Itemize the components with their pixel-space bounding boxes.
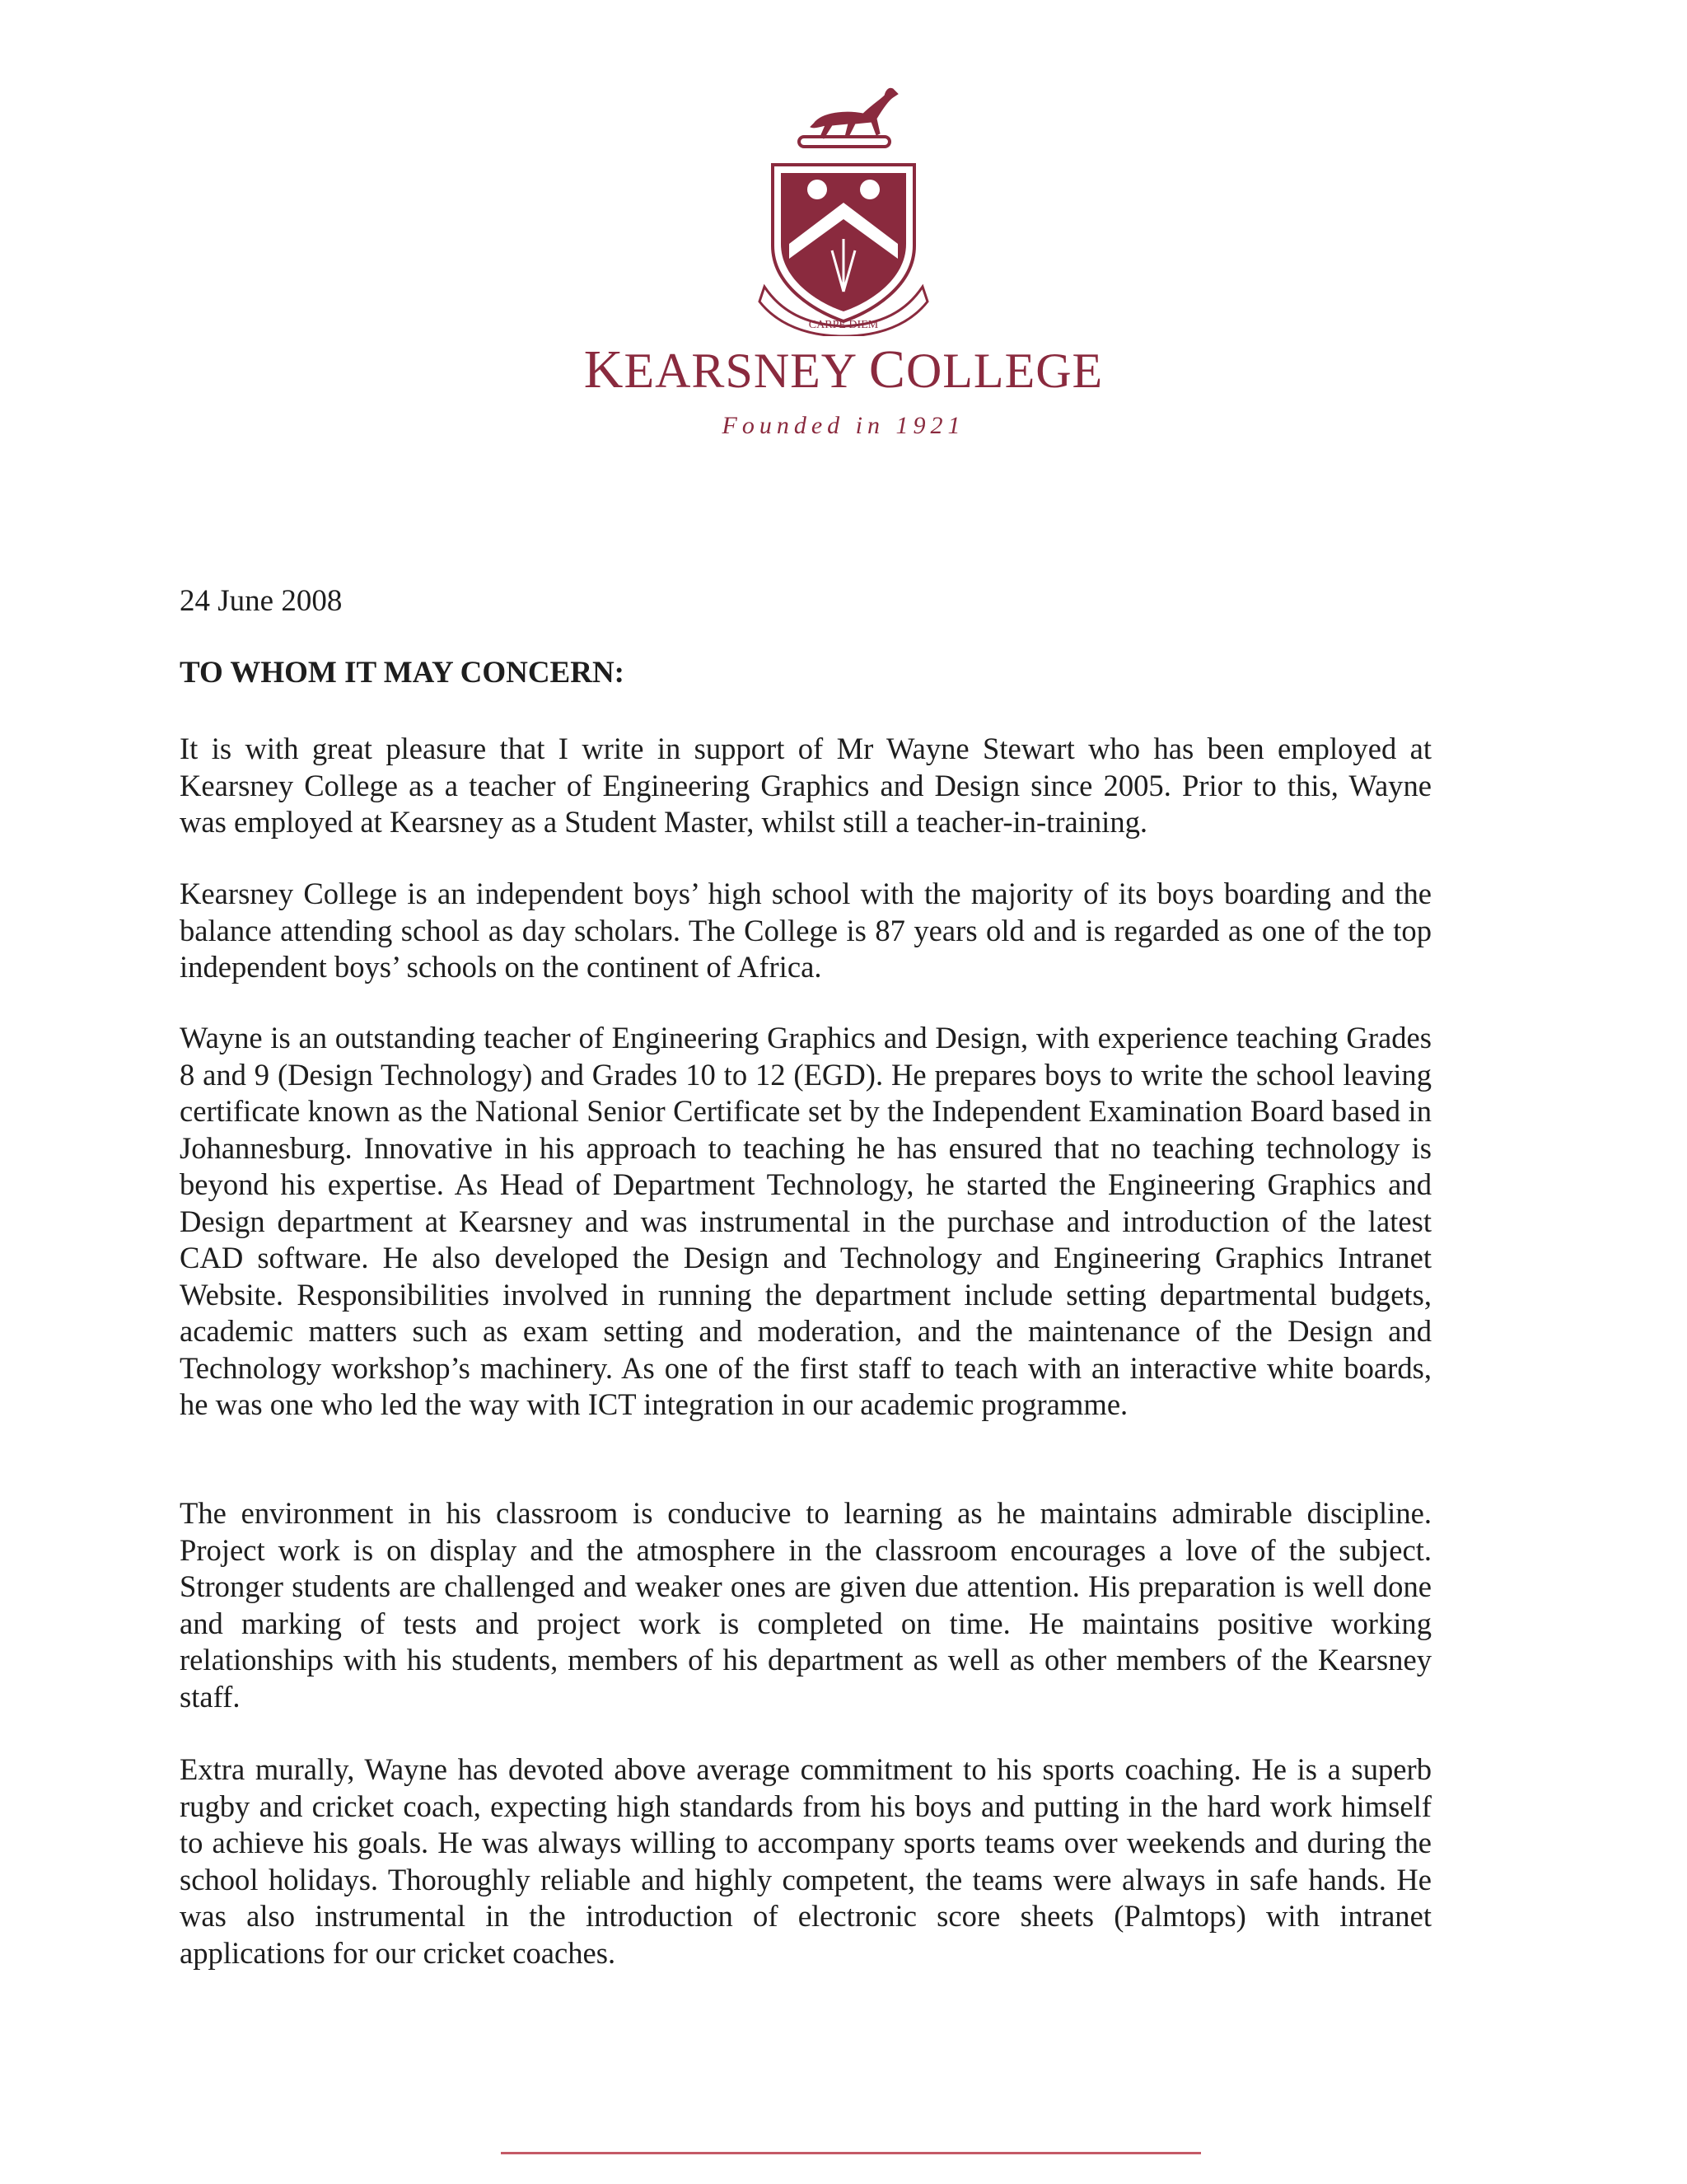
paragraph: It is with great pleasure that I write in support of Mr Wayne Stewart who has been employed at Kearsney College as a teacher of Engineering Graphics and Design since 2005. Prior to this, Wayne was employed at Kearsney as a Student Master, whilst still a teacher-in-training. <box>180 732 1432 839</box>
shield-icon <box>773 165 914 321</box>
salutation: TO WHOM IT MAY CONCERN: <box>180 656 624 690</box>
school-crest-logo <box>756 64 931 336</box>
paragraph: Kearsney College is an independent boys’ high school with the majority of its boys boarding and the balance attending school as day scholars. The College is 87 years old and is regarded as one of the top independent boys’ schools on the continent of Africa. <box>180 877 1432 984</box>
crest-motto: CARPE DIEM <box>808 319 879 331</box>
school-name: KEARSNEY COLLEGE <box>583 339 1104 400</box>
letter-date: 24 June 2008 <box>180 584 343 618</box>
footer-divider <box>501 2152 1201 2154</box>
paragraph: The environment in his classroom is conducive to learning as he maintains admirable discipline. Project work is on display and the atmosphere in the classroom encourages a love of the subject. Stronger students are challenged and weaker ones are given due attention. His preparation is well done and marking of tests and project work is completed on time. He maintains positive working relationships with his students, members of his department as well as other members of the Kearsney staff. <box>180 1496 1432 1714</box>
paragraph: Extra murally, Wayne has devoted above average commitment to his sports coaching. He is a superb rugby and cricket coach, expecting high standards from his boys and putting in the hard work himself to achieve his goals. He was always willing to accompany sports teams over weekends and during the school holidays. Thoroughly reliable and highly competent, the teams were always in safe hands. He was also instrumental in the introduction of electronic score sheets (Palmtops) with intranet applications for our cricket coaches. <box>180 1752 1432 1970</box>
wreath-icon <box>799 137 890 147</box>
greyhound-icon <box>811 88 898 138</box>
paragraph: Wayne is an outstanding teacher of Engineering Graphics and Design, with experience teaching Grades 8 and 9 (Design Technology) and Grades 10 to 12 (EGD). He prepares boys to write the school leaving certificate known as the National Senior Certificate set by the Independent Examination Board based in Johannesburg. Innovative in his approach to teaching he has ensured that no teaching technology is beyond his expertise. As Head of Department Technology, he started the Engineering Graphics and Design department at Kearsney and was instrumental in the purchase and introduction of the latest CAD software. He also developed the Design and Technology and Engineering Graphics Intranet Website. Responsibilities involved in running the department include setting departmental budgets, academic matters such as exam setting and moderation, and the maintenance of the Design and Technology workshop’s machinery. As one of the first staff to teach with an interactive white boards, he was one who led the way with ICT integration in our academic programme. <box>180 1021 1432 1421</box>
founded-line: Founded in 1921 <box>722 412 965 439</box>
